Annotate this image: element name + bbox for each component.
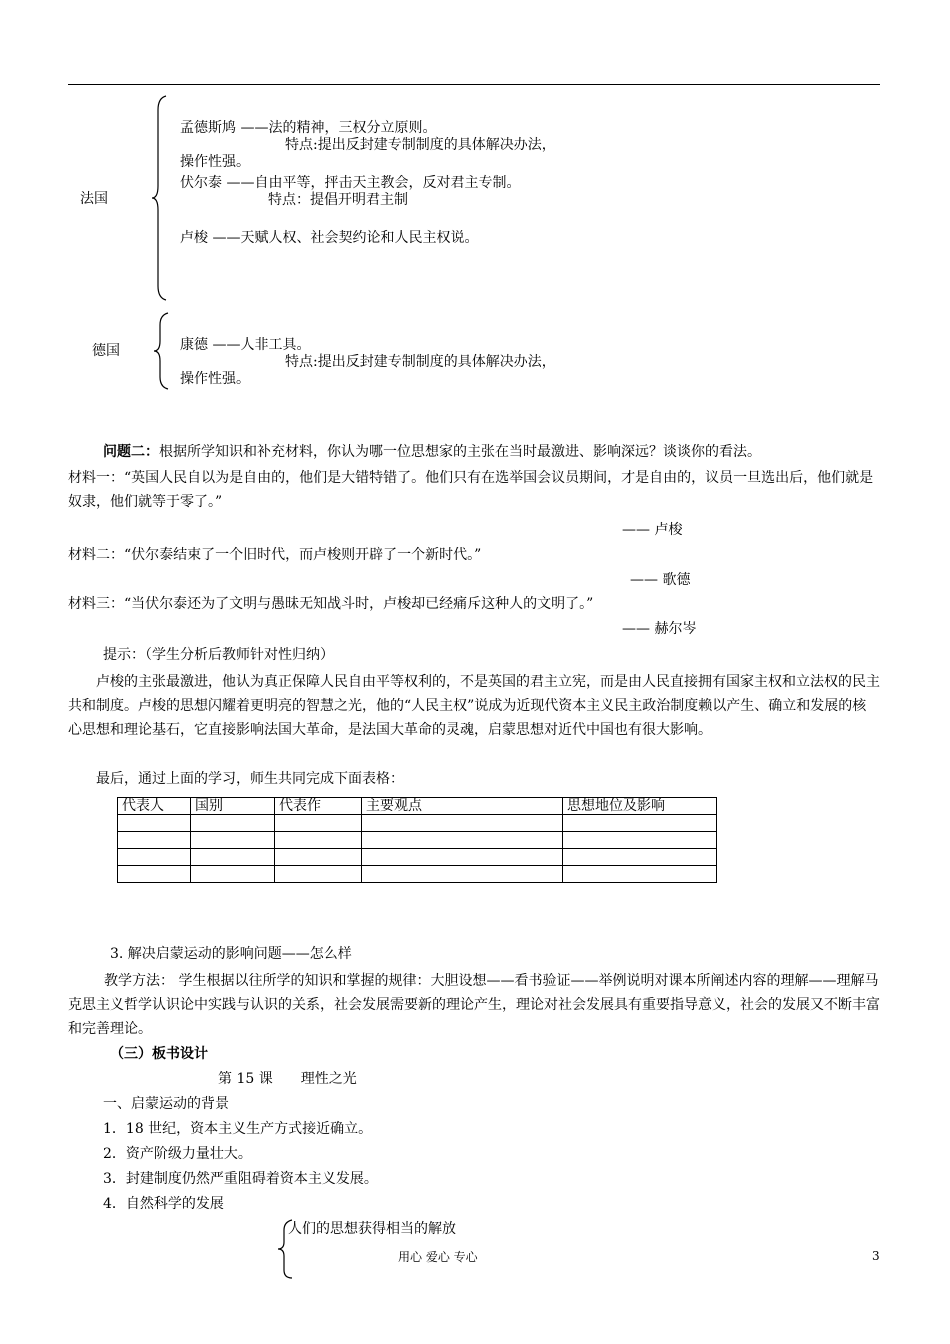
footer-motto: 用心 爱心 专心	[398, 1250, 478, 1264]
france-brace	[150, 94, 170, 302]
table-cell[interactable]	[191, 849, 275, 866]
table-cell[interactable]	[118, 832, 191, 849]
germany-label: 德国	[92, 343, 120, 359]
table-cell[interactable]	[191, 815, 275, 832]
table-row	[118, 815, 717, 832]
table-cell[interactable]	[362, 849, 563, 866]
table-header-cell: 思想地位及影响	[563, 798, 717, 815]
rousseau-line: 卢梭 ——天赋人权、社会契约论和人民主权说。	[180, 230, 479, 246]
table-header-cell: 主要观点	[362, 798, 563, 815]
montesquieu-line: 孟德斯鸠 ——法的精神，三权分立原则。	[180, 120, 437, 136]
lesson-title: 第 15 课 理性之光	[218, 1071, 357, 1087]
table-cell[interactable]	[118, 849, 191, 866]
question2-title: 问题二：	[103, 444, 159, 460]
table-header-cell: 代表作	[275, 798, 362, 815]
material1: 材料一：“英国人民自以为是自由的，他们是大错特错了。他们只有在选举国会议员期间，才是自由的，议员一旦选出后，他们就是奴隶，他们就等于零了。”	[68, 470, 874, 510]
france-label: 法国	[80, 191, 108, 207]
section3-title: 3. 解决启蒙运动的影响问题——怎么样	[110, 946, 352, 962]
kant-feature: 特点:提出反封建专制制度的具体解决办法，	[285, 354, 556, 370]
table-row	[118, 832, 717, 849]
material3: 材料三：“当伏尔泰还为了文明与愚昧无知战斗时，卢梭却已经痛斥这种人的文明了。”	[68, 596, 594, 612]
kant-line: 康德 ——人非工具。	[180, 337, 311, 353]
germany-brace	[152, 311, 172, 391]
montesquieu-feature-cont: 操作性强。	[180, 154, 250, 170]
background-item: 4．自然科学的发展	[103, 1196, 224, 1212]
background-item: 3．封建制度仍然严重阻碍着资本主义发展。	[103, 1171, 378, 1187]
table-row	[118, 849, 717, 866]
table-cell[interactable]	[362, 815, 563, 832]
table-header-row	[118, 798, 717, 815]
table-header-cell: 国别	[191, 798, 275, 815]
table-cell[interactable]	[118, 866, 191, 883]
montesquieu-feature: 特点:提出反封建专制制度的具体解决办法，	[285, 137, 556, 153]
table-cell[interactable]	[563, 849, 717, 866]
table-row	[118, 866, 717, 883]
kant-feature-cont: 操作性强。	[180, 371, 250, 387]
table-header-cell: 代表人	[118, 798, 191, 815]
board-heading: （三）板书设计	[110, 1046, 208, 1062]
background-item: 1．18 世纪，资本主义生产方式接近确立。	[103, 1121, 373, 1137]
header-rule	[68, 84, 880, 85]
page-number: 3	[872, 1249, 880, 1263]
table-cell[interactable]	[275, 849, 362, 866]
answer-paragraph: 卢梭的主张最激进，他认为真正保障人民自由平等权利的，不是英国的君主立宪，而是由人民直接拥有国家主权和立法权的民主共和制度。卢梭的思想闪耀着更明亮的智慧之光，他的“人民主权”说成为近现代资本主义民主政治制度赖以产生、确立和发展的核心思想和理论基石，它直接影响法国大革命，是法国大革命的灵魂，启蒙思想对近代中国也有很大影响。	[68, 674, 880, 738]
liberation-line: 人们的思想获得相当的解放	[288, 1221, 456, 1237]
table-cell[interactable]	[191, 832, 275, 849]
section3-method: 教学方法： 学生根据以往所学的知识和掌握的规律：大胆设想——看书验证——举例说明对课本所阐述内容的理解——理解马克思主义哲学认识论中实践与认识的关系，社会发展需要新的理论产生，理论对社会发展具有重要指导意义，社会的发展又不断丰富和完善理论。	[68, 973, 880, 1037]
background-item: 2．资产阶级力量壮大。	[103, 1146, 252, 1162]
table-intro: 最后，通过上面的学习，师生共同完成下面表格：	[96, 771, 404, 787]
material3-source: —— 赫尔岑	[622, 621, 697, 637]
table-cell[interactable]	[563, 832, 717, 849]
summary-table	[117, 797, 717, 883]
table-cell[interactable]	[362, 866, 563, 883]
table-cell[interactable]	[275, 815, 362, 832]
material2-source: —— 歌德	[630, 572, 691, 588]
table-cell[interactable]	[563, 866, 717, 883]
voltaire-line: 伏尔泰 ——自由平等，抨击天主教会，反对君主专制。	[180, 175, 521, 191]
background-title: 一、启蒙运动的背景	[103, 1096, 229, 1112]
question2-heading	[103, 444, 761, 461]
table-cell[interactable]	[118, 815, 191, 832]
material2: 材料二：“伏尔泰结束了一个旧时代，而卢梭则开辟了一个新时代。”	[68, 547, 482, 563]
table-cell[interactable]	[563, 815, 717, 832]
table-cell[interactable]	[191, 866, 275, 883]
table-cell[interactable]	[275, 832, 362, 849]
table-cell[interactable]	[275, 866, 362, 883]
voltaire-feature: 特点：提倡开明君主制	[268, 192, 408, 208]
hint: 提示：（学生分析后教师针对性归纳）	[103, 647, 334, 663]
material1-source: —— 卢梭	[622, 522, 683, 538]
table-cell[interactable]	[362, 832, 563, 849]
question2-text: 根据所学知识和补充材料，你认为哪一位思想家的主张在当时最激进、影响深远？谈谈你的看法。	[159, 444, 761, 460]
